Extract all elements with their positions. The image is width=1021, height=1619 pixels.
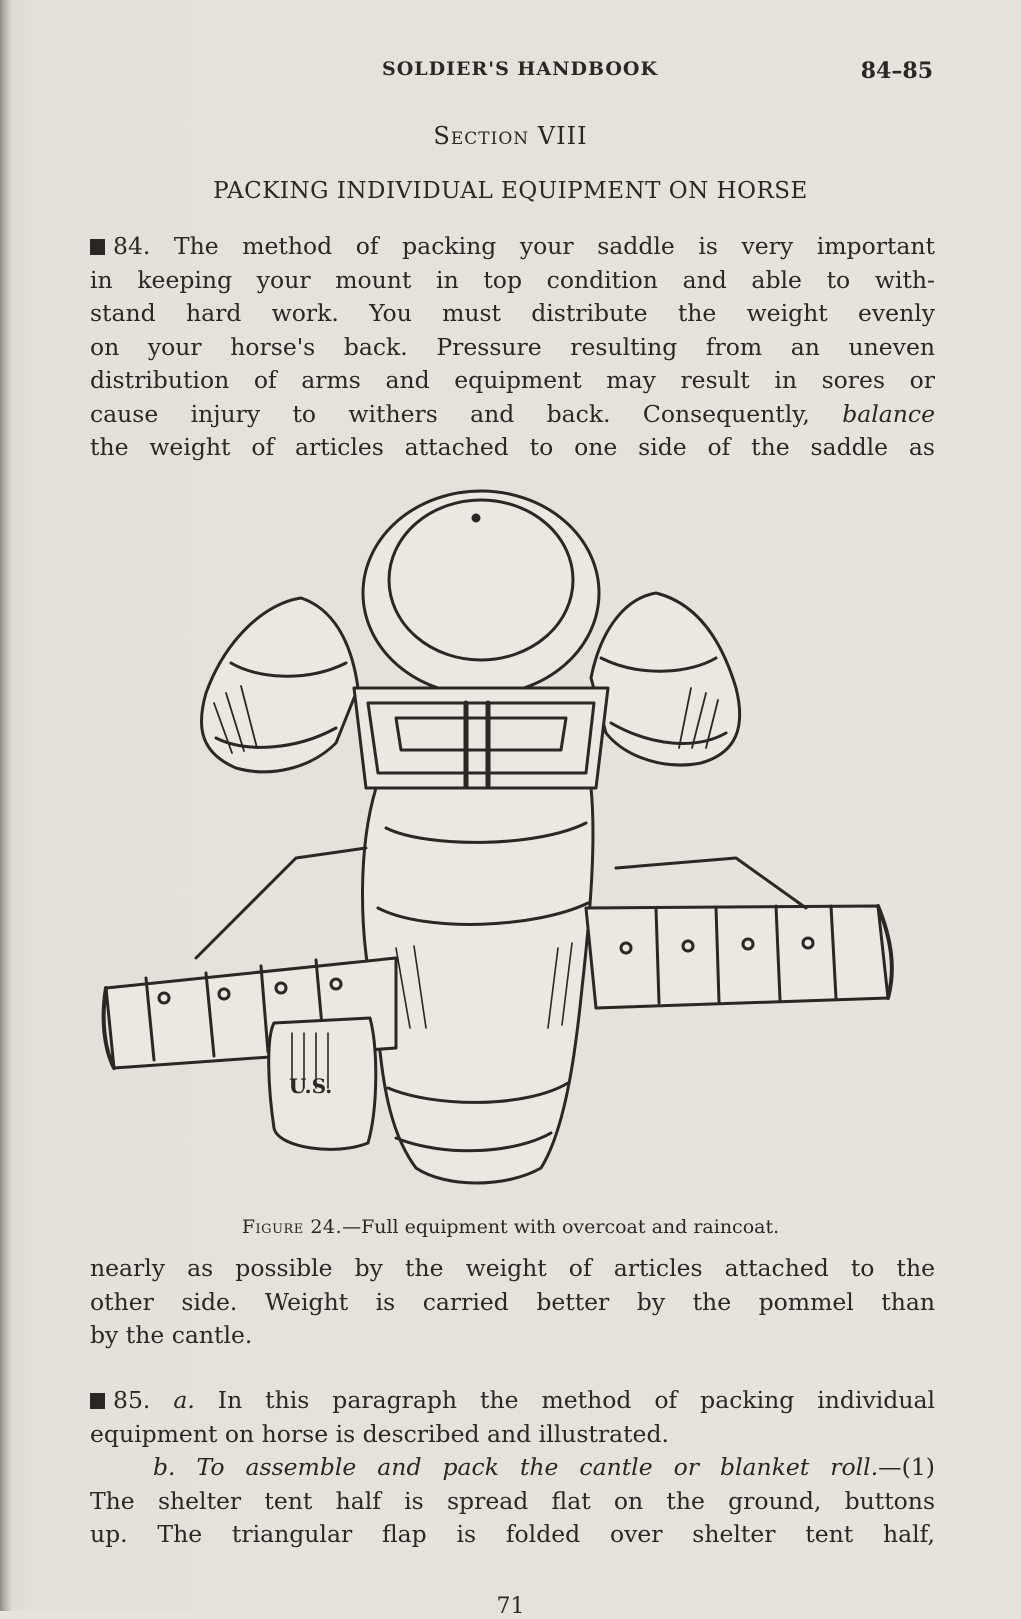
text-line: the weight of articles attached to one side of the saddle as (90, 433, 935, 461)
paragraph-84 (90, 230, 935, 465)
text-line: in keeping your mount in top condition and able to with- (90, 265, 935, 294)
paragraph-84-continued (90, 1252, 935, 1353)
running-head (88, 58, 933, 88)
figure-caption: Figure 24.—Full equipment with overcoat and raincoat. (241, 1216, 780, 1238)
text-line: equipment on horse is described and illustrated. (90, 1419, 669, 1448)
section-label: Section VIII (433, 122, 588, 150)
text-line: distribution of arms and equipment may result in sores or (90, 366, 935, 394)
text-line: up. The triangular flap is folded over shelter tent half, (90, 1520, 935, 1548)
paragraph-85 (90, 1384, 935, 1552)
section-title: PACKING INDIVIDUAL EQUIPMENT ON HORSE (213, 178, 808, 204)
text-line: b. To assemble and pack the cantle or blanket roll.—(1) (153, 1453, 935, 1481)
text-line: other side. Weight is carried better by the pommel than (90, 1287, 935, 1316)
subheading-cantle-roll: To assemble and pack the cantle or blanket roll. (196, 1453, 879, 1481)
running-title: SOLDIER'S HANDBOOK (382, 58, 658, 80)
text-line: 84. The method of packing your saddle is very important (90, 230, 935, 264)
text-line: by the cantle. (90, 1321, 253, 1349)
text-line: nearly as possible by the weight of articles attached to the (90, 1254, 935, 1282)
canteen-marking: U.S. (289, 1074, 333, 1098)
paragraph-mark-icon (90, 1393, 105, 1409)
paragraph-mark-icon (90, 239, 105, 255)
text-line: stand hard work. You must distribute the weight evenly (90, 299, 935, 327)
text-line: 85. a. In this paragraph the method of packing individual (90, 1384, 935, 1418)
text-line: on your horse's back. Pressure resulting from an uneven (90, 332, 935, 361)
page-number: 71 (496, 1594, 525, 1619)
equipment-illustration (96, 488, 926, 1208)
emphasis-balance: balance (842, 399, 935, 428)
text-line: The shelter tent half is spread flat on the ground, buttons (90, 1486, 935, 1515)
page-range: 84–85 (860, 58, 933, 84)
text-line: cause injury to withers and back. Consequently, balance (90, 399, 935, 428)
